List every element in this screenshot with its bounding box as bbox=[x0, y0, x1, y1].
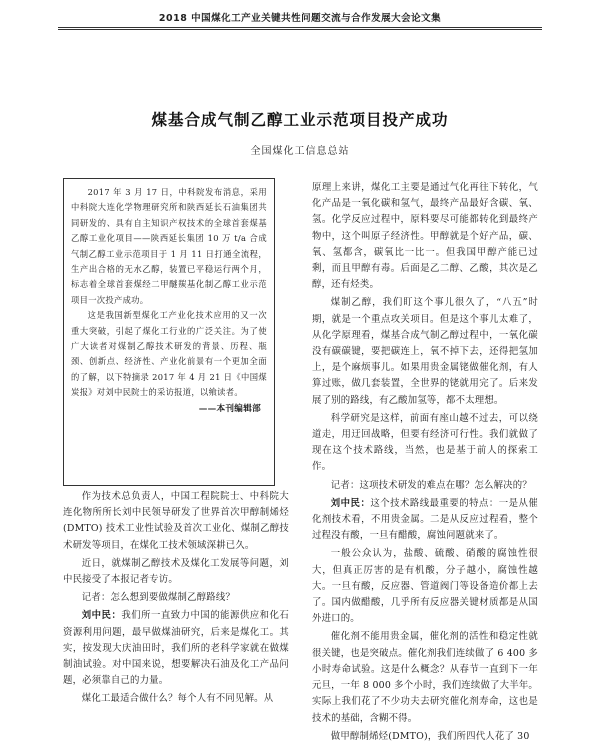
left-column bbox=[63, 489, 289, 708]
abstract-paragraph: 2017 年 3 月 17 日，中科院发布消息，采用中科院大连化学物理研究所和陕西延长石油集团共同研发的、具有自主知识产权技术的全球首套煤基乙醇工业化项目——陕西延长集团 10 万 t/a 合成气制乙醇工业示范项目于 1 月 11 日打通全流程，生产出合格的无水乙醇，装置已平稳运行两个月，标志着全球首套煤经二甲醚羰基化制乙醇工业示范项目一次投产成功。 bbox=[71, 187, 267, 305]
interview-answer bbox=[312, 496, 538, 545]
header-rule bbox=[58, 27, 542, 28]
header-rule-double bbox=[58, 29, 542, 30]
answer-text: 这个技术路线最重要的特点：一是从催化剂技术看，不用贵金属。二是从反应过程看，整个过程没有酸，一旦有醋酸，腐蚀问题就来了。 bbox=[312, 497, 538, 542]
body-paragraph: 一般公众认为，盐酸、硫酸、硝酸的腐蚀性很大，但真正厉害的是有机酸，分子越小，腐蚀性越大。一旦有酸，反应器、管道阀门等设备造价都上去了。国内做醋酸，几乎所有反应器关键材质都是从国外进口的。 bbox=[312, 548, 538, 625]
abstract-signature: ——本刊编辑部 bbox=[198, 403, 261, 414]
body-paragraph: 作为技术总负责人，中国工程院院士、中科院大连化物所所长刘中民领导研发了世界首次甲醇制烯烃 (DMTO) 技术工业性试验及首次工业化、煤制乙醇技术研发等项目，在煤化工技术领域深耕已久。 bbox=[63, 491, 289, 551]
running-header: 2018 中国煤化工产业关键共性问题交流与合作发展大会论文集 bbox=[158, 13, 442, 24]
body-paragraph: 催化剂不能用贵金属，催化剂的活性和稳定性就很关键，也是突破点。催化剂我们连续做了 6 400 多小时寿命试验。这是什么概念？从春节一直到下一年元旦，一年 8 000 多个小时，我们连续做了大半年。实际上我们花了不少功夫去研究催化剂寿命，这也是技术的基础，含糊不得。 bbox=[312, 631, 538, 724]
speaker-label: 刘中民： bbox=[81, 610, 122, 622]
interview-answer bbox=[63, 608, 289, 689]
body-paragraph: 原理上来讲，煤化工主要是通过气化再往下转化，气化产品是一氧化碳和氢气，最终产品最好含碳、氧、氢。化学反应过程中，原料要尽可能都转化到最终产物中，这个叫原子经济性。甲醇就是个好产品，碳、氧、氢都含，碳氧比一比一。但我国甲醇产能已过剩，而且甲醇有毒。后面是乙二醇、乙酸，其次是乙醇，还有烃类。 bbox=[312, 182, 538, 291]
body-paragraph: 科学研究是这样，前面有座山越不过去，可以绕道走，用迂回战略，但要有经济可行性。我们就做了现在这个技术路线，当然，也是基于前人的探索工作。 bbox=[312, 412, 538, 473]
interview-question: 记者：怎么想到要做煤制乙醇路线？ bbox=[81, 592, 235, 604]
abstract-box bbox=[63, 178, 275, 486]
article-author: 全国煤化工信息总站 bbox=[250, 146, 350, 157]
abstract-paragraph: 这是我国新型煤化工产业化技术应用的又一次重大突破，引起了煤化工行业的广泛关注。为了使广大读者对煤制乙醇技术研发的背景、历程、瓶颈、创新点、经济性、产业化前景有一个更加全面的了解，以下特摘录 2017 年 4 月 21 日《中国煤炭报》对刘中民院士的采访报道，以飨读者。 bbox=[71, 310, 267, 398]
right-column bbox=[312, 180, 538, 745]
speaker-label: 刘中民： bbox=[330, 497, 371, 509]
body-paragraph: 做甲醇制烯烃(DMTO)，我们所四代人花了 30 bbox=[330, 730, 530, 742]
answer-text: 我们所一直致力中国的能源供应和化石资源利用问题，最早做煤油研究，后来是煤化工。其实，按发现大庆油田时，我们所的老科学家就在做煤制油试验。对中国来说，想要解决石油及化工产品问题，必须靠自己的力量。 bbox=[63, 610, 289, 687]
body-paragraph: 近日，就煤制乙醇技术及煤化工发展等问题，刘中民接受了本报记者专访。 bbox=[63, 557, 289, 586]
interview-question: 记者：这项技术研发的难点在哪？怎么解决的？ bbox=[330, 479, 532, 491]
article-title: 煤基合成气制乙醇工业示范项目投产成功 bbox=[151, 111, 449, 129]
body-paragraph: 煤制乙醇，我们盯这个事儿很久了，“八五”时期，就是一个重点攻关项目。但是这个事儿太难了，从化学原理看，煤基合成气制乙醇过程中，一氧化碳没有碳碳键，要把碳连上，氧不掉下去，还得把氢加上，是个麻烦事儿。如果用贵金属铑做催化剂，有人算过账，做几套装置，全世界的铑就用完了。后来发展了别的路线，有乙酸加氢等，都不太理想。 bbox=[312, 297, 538, 406]
body-paragraph: 煤化工最适合做什么？每个人有不同见解。从 bbox=[81, 693, 274, 705]
